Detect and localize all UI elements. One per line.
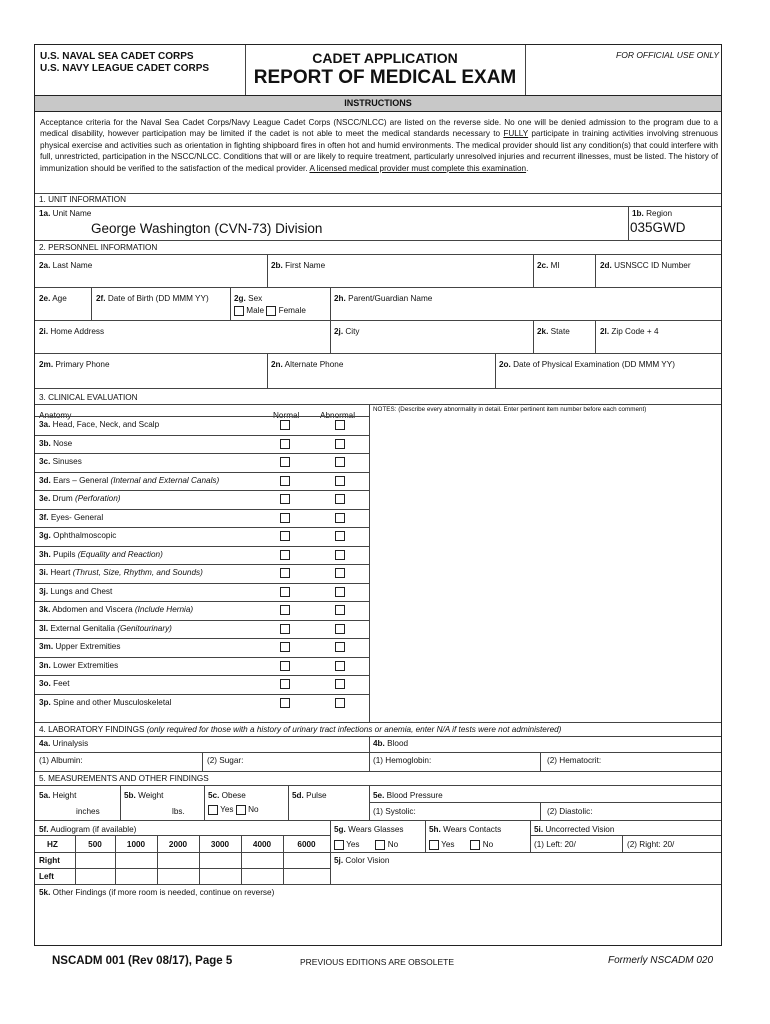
other-findings-label — [39, 888, 274, 897]
mi-num: 2c. — [537, 261, 549, 270]
alternate-phone-field[interactable] — [271, 360, 343, 369]
audiogram-left-row: Left — [39, 872, 55, 881]
anatomy-header: Anatomy — [39, 411, 72, 420]
female-checkbox[interactable] — [266, 306, 276, 316]
physical-date-label: Date of Physical Examination (DD MMM YY) — [513, 360, 675, 369]
zip-code-label: Zip Code + 4 — [611, 327, 659, 336]
abnormal-checkbox[interactable] — [335, 587, 345, 597]
parent-name-num: 2h. — [334, 294, 346, 303]
lab-section-title: 4. LABORATORY FINDINGS — [39, 725, 147, 734]
clinical-row-divider — [35, 638, 369, 639]
blood-label-text: Blood — [387, 739, 409, 748]
primary-phone-label: Primary Phone — [55, 360, 110, 369]
normal-header: Normal — [273, 411, 300, 420]
abnormal-checkbox[interactable] — [335, 698, 345, 708]
audiogram-frequency-6000: 6000 — [297, 840, 316, 849]
abnormal-checkbox[interactable] — [335, 420, 345, 430]
formerly-notice: Formerly NSCADM 020 — [608, 955, 714, 966]
dob-label: Date of Birth (DD MMM YY) — [107, 294, 209, 303]
contacts-yes-checkbox[interactable] — [429, 840, 439, 850]
weight-label-text: Weight — [138, 791, 164, 800]
clinical-item-label — [39, 698, 171, 707]
pulse-field[interactable] — [292, 791, 327, 800]
blood-num: 4b. — [373, 739, 385, 748]
instructions-heading — [35, 95, 721, 112]
clinical-item-num: 3h. — [39, 549, 51, 559]
clinical-item-num: 3g. — [39, 531, 51, 540]
clinical-item-num: 3c. — [39, 457, 51, 466]
abnormal-checkbox[interactable] — [335, 494, 345, 504]
normal-checkbox[interactable] — [280, 476, 290, 486]
blood-pressure-label-text: Blood Pressure — [386, 791, 443, 800]
audiogram-frequency-2000: 2000 — [168, 840, 188, 849]
clinical-item-text: Lungs and Chest — [50, 586, 113, 596]
audiogram-num: 5f. — [39, 825, 49, 834]
unit-name-num: 1a. — [39, 209, 51, 218]
height-label-text: Height — [52, 791, 77, 800]
clinical-item-text: External Genitalia — [50, 623, 118, 633]
clinical-item-num: 3j. — [39, 586, 49, 596]
clinical-item-text: Feet — [53, 679, 70, 688]
urinalysis-label — [39, 739, 88, 748]
clinical-item-num: 3o. — [39, 679, 51, 688]
clinical-item-num: 3l. — [39, 623, 49, 633]
clinical-item-num: 3p. — [39, 697, 51, 707]
clinical-item-text: Upper Extremities — [55, 642, 121, 651]
pulse-num: 5d. — [292, 791, 304, 800]
clinical-item-num: 3k. — [39, 605, 51, 614]
section-unit-info: 1. UNIT INFORMATION — [39, 195, 127, 204]
contacts-options — [429, 840, 493, 850]
clinical-item-num: 3f. — [39, 512, 49, 522]
normal-checkbox[interactable] — [280, 513, 290, 523]
vision-label-text: Uncorrected Vision — [545, 825, 615, 834]
first-name-field[interactable] — [271, 261, 325, 270]
clinical-item-label — [39, 605, 193, 614]
form-subtitle: CADET APPLICATION — [312, 50, 458, 66]
hemoglobin-field[interactable]: (1) Hemoglobin: — [373, 756, 432, 765]
state-field[interactable] — [537, 327, 570, 336]
blood-label — [373, 739, 408, 748]
official-use-label: FOR OFFICIAL USE ONLY — [616, 50, 719, 60]
clinical-row-divider — [35, 546, 369, 547]
abnormal-checkbox[interactable] — [335, 568, 345, 578]
clinical-row-divider — [35, 657, 369, 658]
blood-pressure-label — [373, 791, 443, 800]
clinical-item-label — [39, 513, 103, 522]
normal-checkbox[interactable] — [280, 624, 290, 634]
abnormal-checkbox[interactable] — [335, 476, 345, 486]
primary-phone-num: 2m. — [39, 360, 54, 369]
abnormal-checkbox[interactable] — [335, 605, 345, 615]
alternate-phone-num: 2n. — [271, 360, 283, 369]
clinical-item-text: Drum — [52, 494, 75, 503]
clinical-row-divider — [35, 416, 369, 417]
clinical-item-num: 3d. — [39, 475, 51, 485]
abnormal-checkbox[interactable] — [335, 550, 345, 560]
first-name-label: First Name — [285, 261, 326, 270]
contacts-yes-label: Yes — [441, 840, 455, 850]
abnormal-checkbox[interactable] — [335, 513, 345, 523]
audiogram-label — [39, 825, 136, 834]
blood-pressure-num: 5e. — [373, 791, 385, 800]
mi-label: MI — [550, 261, 560, 270]
form-id: NSCADM 001 (Rev 08/17), Page 5 — [52, 955, 233, 967]
glasses-options — [334, 840, 398, 850]
abnormal-checkbox[interactable] — [335, 679, 345, 689]
clinical-item-text: Sinuses — [52, 457, 82, 466]
clinical-item-num: 3m. — [39, 642, 54, 651]
zip-code-num: 2l. — [600, 327, 610, 336]
instructions-licensed: A licensed medical provider must complete this examination — [309, 163, 527, 173]
city-field[interactable] — [334, 327, 360, 336]
abnormal-checkbox[interactable] — [335, 661, 345, 671]
obese-label-text: Obese — [221, 791, 246, 800]
clinical-item-num: 3e. — [39, 494, 51, 503]
contacts-label-text: Wears Contacts — [443, 825, 502, 834]
abnormal-checkbox[interactable] — [335, 624, 345, 634]
audiogram-hz-header: HZ — [47, 840, 58, 849]
home-address-label: Home Address — [50, 327, 105, 336]
id-number-num: 2d. — [600, 261, 612, 270]
clinical-item-num: 3a. — [39, 420, 51, 429]
weight-field[interactable]: lbs. — [172, 807, 185, 816]
contacts-label — [429, 825, 501, 834]
home-address-num: 2i. — [39, 327, 49, 336]
weight-num: 5b. — [124, 791, 136, 800]
unit-name-field[interactable]: George Washington (CVN-73) Division — [91, 221, 323, 236]
sex-label — [234, 294, 262, 303]
clinical-row-divider — [35, 564, 369, 565]
vision-label — [534, 825, 614, 834]
audiogram-frequency-1000: 1000 — [126, 840, 146, 849]
org-name-line2: U.S. NAVY LEAGUE CADET CORPS — [40, 63, 210, 74]
clinical-item-label — [39, 587, 112, 596]
last-name-field[interactable] — [39, 261, 92, 270]
section-clinical-evaluation: 3. CLINICAL EVALUATION — [39, 393, 138, 402]
contacts-no-label: No — [482, 840, 494, 850]
audiogram-frequency-4000: 4000 — [252, 840, 272, 849]
clinical-item-label — [39, 642, 120, 651]
clinical-item-label — [39, 679, 70, 688]
glasses-no-checkbox[interactable] — [375, 840, 385, 850]
abnormal-checkbox[interactable] — [335, 642, 345, 652]
clinical-row-divider — [35, 527, 369, 528]
instructions-part2: participate in training activities involving strenuous physical exercise and activities such as orientation in fighting shipboard fires in often hot and humid environments. The medical provider should list any condition(s) that could interfere with full, unrestricted, participation in the NSCC/NLCC. Conditions that will or are likely to require treatment, particularly unresolved injuries and recurrent illnesses, must be listed. The history of immunization should be verified to the satisfaction of the medical provider. — [40, 129, 719, 173]
sugar-field[interactable]: (2) Sugar: — [207, 756, 244, 765]
clinical-row-divider — [35, 472, 369, 473]
clinical-row-divider — [35, 601, 369, 602]
clinical-item-label — [39, 624, 172, 633]
systolic-field[interactable]: (1) Systolic: — [373, 807, 416, 816]
zip-code-field[interactable] — [600, 327, 659, 336]
last-name-num: 2a. — [39, 261, 51, 270]
normal-checkbox[interactable] — [280, 568, 290, 578]
clinical-item-label — [39, 494, 120, 503]
clinical-item-num: 3i. — [39, 568, 49, 577]
obese-yes-label: Yes — [220, 805, 234, 815]
male-checkbox[interactable] — [234, 306, 244, 316]
mi-field[interactable] — [537, 261, 560, 270]
clinical-item-text: Pupils — [53, 549, 78, 559]
obese-yes-checkbox[interactable] — [208, 805, 218, 815]
clinical-item-label — [39, 439, 72, 448]
contacts-no-checkbox[interactable] — [470, 840, 480, 850]
normal-checkbox[interactable] — [280, 550, 290, 560]
sex-options — [234, 306, 306, 316]
unit-name-label — [39, 209, 91, 218]
abnormal-checkbox[interactable] — [335, 439, 345, 449]
clinical-row-divider — [35, 435, 369, 436]
weight-label — [124, 791, 163, 800]
lab-section-note: (only required for those with a history of urinary tract infections or anemia, enter N/A if tests were not administered) — [146, 725, 562, 734]
last-name-label: Last Name — [52, 261, 93, 270]
age-label: Age — [52, 294, 67, 303]
clinical-item-num: 3n. — [39, 660, 51, 670]
female-label: Female — [278, 306, 306, 316]
clinical-item-label — [39, 476, 219, 485]
dob-num: 2f. — [96, 294, 106, 303]
form-title: REPORT OF MEDICAL EXAM — [253, 67, 517, 88]
abnormal-header: Abnormal — [320, 411, 356, 420]
clinical-item-note: (Genitourinary) — [117, 623, 172, 633]
normal-checkbox[interactable] — [280, 605, 290, 615]
instructions-text — [40, 117, 718, 174]
instructions-period: . — [526, 163, 529, 173]
clinical-item-note: (Thrust, Size, Rhythm, and Sounds) — [72, 568, 203, 577]
obese-no-checkbox[interactable] — [236, 805, 246, 815]
clinical-row-divider — [35, 453, 369, 454]
physical-date-field[interactable] — [499, 360, 675, 369]
section-personnel-info: 2. PERSONNEL INFORMATION — [39, 243, 158, 252]
clinical-item-label — [39, 531, 116, 540]
audiogram-right-row: Right — [39, 856, 60, 865]
state-label: State — [550, 327, 570, 336]
contacts-num: 5h. — [429, 825, 441, 834]
parent-name-field[interactable] — [334, 294, 432, 303]
normal-checkbox[interactable] — [280, 679, 290, 689]
urinalysis-num: 4a. — [39, 739, 51, 748]
glasses-yes-checkbox[interactable] — [334, 840, 344, 850]
region-field[interactable]: 035GWD — [630, 220, 686, 235]
state-num: 2k. — [537, 327, 549, 336]
abnormal-checkbox[interactable] — [335, 457, 345, 467]
normal-checkbox[interactable] — [280, 531, 290, 541]
clinical-row-divider — [35, 490, 369, 491]
glasses-label — [334, 825, 403, 834]
clinical-item-label — [39, 420, 159, 429]
obese-num: 5c. — [208, 791, 220, 800]
unit-name-label-text: Unit Name — [52, 209, 92, 218]
audiogram-frequency-3000: 3000 — [210, 840, 230, 849]
clinical-notes-area[interactable] — [373, 416, 717, 718]
normal-checkbox[interactable] — [280, 587, 290, 597]
region-label — [632, 209, 672, 218]
physical-date-num: 2o. — [499, 360, 511, 369]
abnormal-checkbox[interactable] — [335, 531, 345, 541]
clinical-row-divider — [35, 509, 369, 510]
clinical-item-note: (Perforation) — [74, 494, 121, 503]
sex-num: 2g. — [234, 294, 246, 303]
city-num: 2j. — [334, 327, 344, 336]
region-num: 1b. — [632, 209, 644, 218]
clinical-item-text: Ophthalmoscopic — [53, 531, 117, 540]
first-name-num: 2b. — [271, 261, 283, 270]
clinical-item-note: (Internal and External Canals) — [110, 475, 220, 485]
medical-exam-form — [34, 44, 722, 946]
clinical-item-num: 3b. — [39, 438, 51, 448]
clinical-item-text: Head, Face, Neck, and Scalp — [52, 420, 160, 429]
obese-label — [208, 791, 246, 800]
instructions-fully: FULLY — [503, 129, 529, 139]
section-measurements: 5. MEASUREMENTS AND OTHER FINDINGS — [39, 774, 209, 783]
other-findings-num: 5k. — [39, 888, 51, 897]
normal-checkbox[interactable] — [280, 439, 290, 449]
glasses-no-label: No — [387, 840, 399, 850]
diastolic-field[interactable]: (2) Diastolic: — [547, 807, 593, 816]
clinical-item-text: Spine and other Musculoskeletal — [53, 697, 172, 707]
normal-checkbox[interactable] — [280, 698, 290, 708]
clinical-item-note: (Include Hernia) — [134, 605, 194, 614]
instructions-part1: Acceptance criteria for the Naval Sea Cadet Corps/Navy League Cadet Corps (NSCC/NLCC) are listed on the reverse side. No one will be denied admission to the program due to a medical disability, however participation may be limited if the cadet is not able to meet the medical standards necessary to — [40, 118, 718, 139]
clinical-row-divider — [35, 583, 369, 584]
section-lab-findings — [39, 725, 561, 734]
alternate-phone-label: Alternate Phone — [284, 360, 344, 369]
clinical-item-label — [39, 550, 163, 559]
primary-phone-field[interactable] — [39, 360, 110, 369]
color-vision-field[interactable] — [334, 856, 389, 865]
clinical-item-text: Lower Extremities — [53, 660, 119, 670]
age-field[interactable] — [39, 294, 67, 303]
normal-checkbox[interactable] — [280, 457, 290, 467]
normal-checkbox[interactable] — [280, 494, 290, 504]
other-findings-area[interactable] — [39, 901, 717, 941]
clinical-row-divider — [35, 620, 369, 621]
clinical-item-text: Nose — [53, 438, 73, 448]
height-label — [39, 791, 76, 800]
obsolete-notice: PREVIOUS EDITIONS ARE OBSOLETE — [300, 957, 454, 967]
clinical-item-text: Ears – General — [53, 475, 111, 485]
male-label: Male — [246, 306, 265, 316]
clinical-row-divider — [35, 694, 369, 695]
height-field[interactable]: inches — [76, 807, 100, 816]
vision-right-field[interactable]: (2) Right: 20/ — [627, 840, 675, 849]
pulse-label: Pulse — [306, 791, 327, 800]
clinical-row-divider — [35, 675, 369, 676]
id-number-field[interactable] — [600, 261, 691, 270]
clinical-item-label — [39, 457, 82, 466]
clinical-item-label — [39, 568, 203, 577]
audiogram-label-text: Audiogram (if available) — [50, 825, 137, 834]
home-address-field[interactable] — [39, 327, 104, 336]
clinical-item-text: Abdomen and Viscera — [52, 605, 135, 614]
vision-num: 5i. — [534, 825, 544, 834]
normal-checkbox[interactable] — [280, 420, 290, 430]
vision-left-field[interactable]: (1) Left: 20/ — [534, 840, 576, 849]
clinical-item-label — [39, 661, 118, 670]
audiogram-frequency-500: 500 — [88, 840, 102, 849]
org-name-line1: U.S. NAVAL SEA CADET CORPS — [40, 51, 194, 62]
normal-checkbox[interactable] — [280, 642, 290, 652]
height-num: 5a. — [39, 791, 51, 800]
instructions-heading-text: INSTRUCTIONS — [344, 98, 412, 108]
sex-label-text: Sex — [248, 294, 263, 303]
city-label: City — [345, 327, 360, 336]
color-vision-num: 5j. — [334, 856, 344, 865]
clinical-item-text: Eyes- General — [50, 512, 104, 522]
urinalysis-label-text: Urinalysis — [52, 739, 89, 748]
dob-field[interactable] — [96, 294, 209, 303]
clinical-item-text: Heart — [50, 568, 73, 577]
normal-checkbox[interactable] — [280, 661, 290, 671]
parent-name-label: Parent/Guardian Name — [348, 294, 433, 303]
albumin-field[interactable]: (1) Albumin: — [39, 756, 83, 765]
glasses-yes-label: Yes — [346, 840, 360, 850]
age-num: 2e. — [39, 294, 51, 303]
region-label-text: Region — [646, 209, 673, 218]
clinical-item-note: (Equality and Reaction) — [77, 549, 163, 559]
id-number-label: USNSCC ID Number — [614, 261, 691, 270]
color-vision-label: Color Vision — [345, 856, 390, 865]
glasses-num: 5g. — [334, 825, 346, 834]
hematocrit-field[interactable]: (2) Hematocrit: — [547, 756, 602, 765]
glasses-label-text: Wears Glasses — [348, 825, 404, 834]
other-findings-label-text: Other Findings (if more room is needed, continue on reverse) — [52, 888, 275, 897]
obese-options — [208, 805, 259, 815]
notes-header: NOTES: (Describe every abnormality in detail. Enter pertinent item number before each comment) — [373, 406, 647, 413]
obese-no-label: No — [248, 805, 259, 815]
